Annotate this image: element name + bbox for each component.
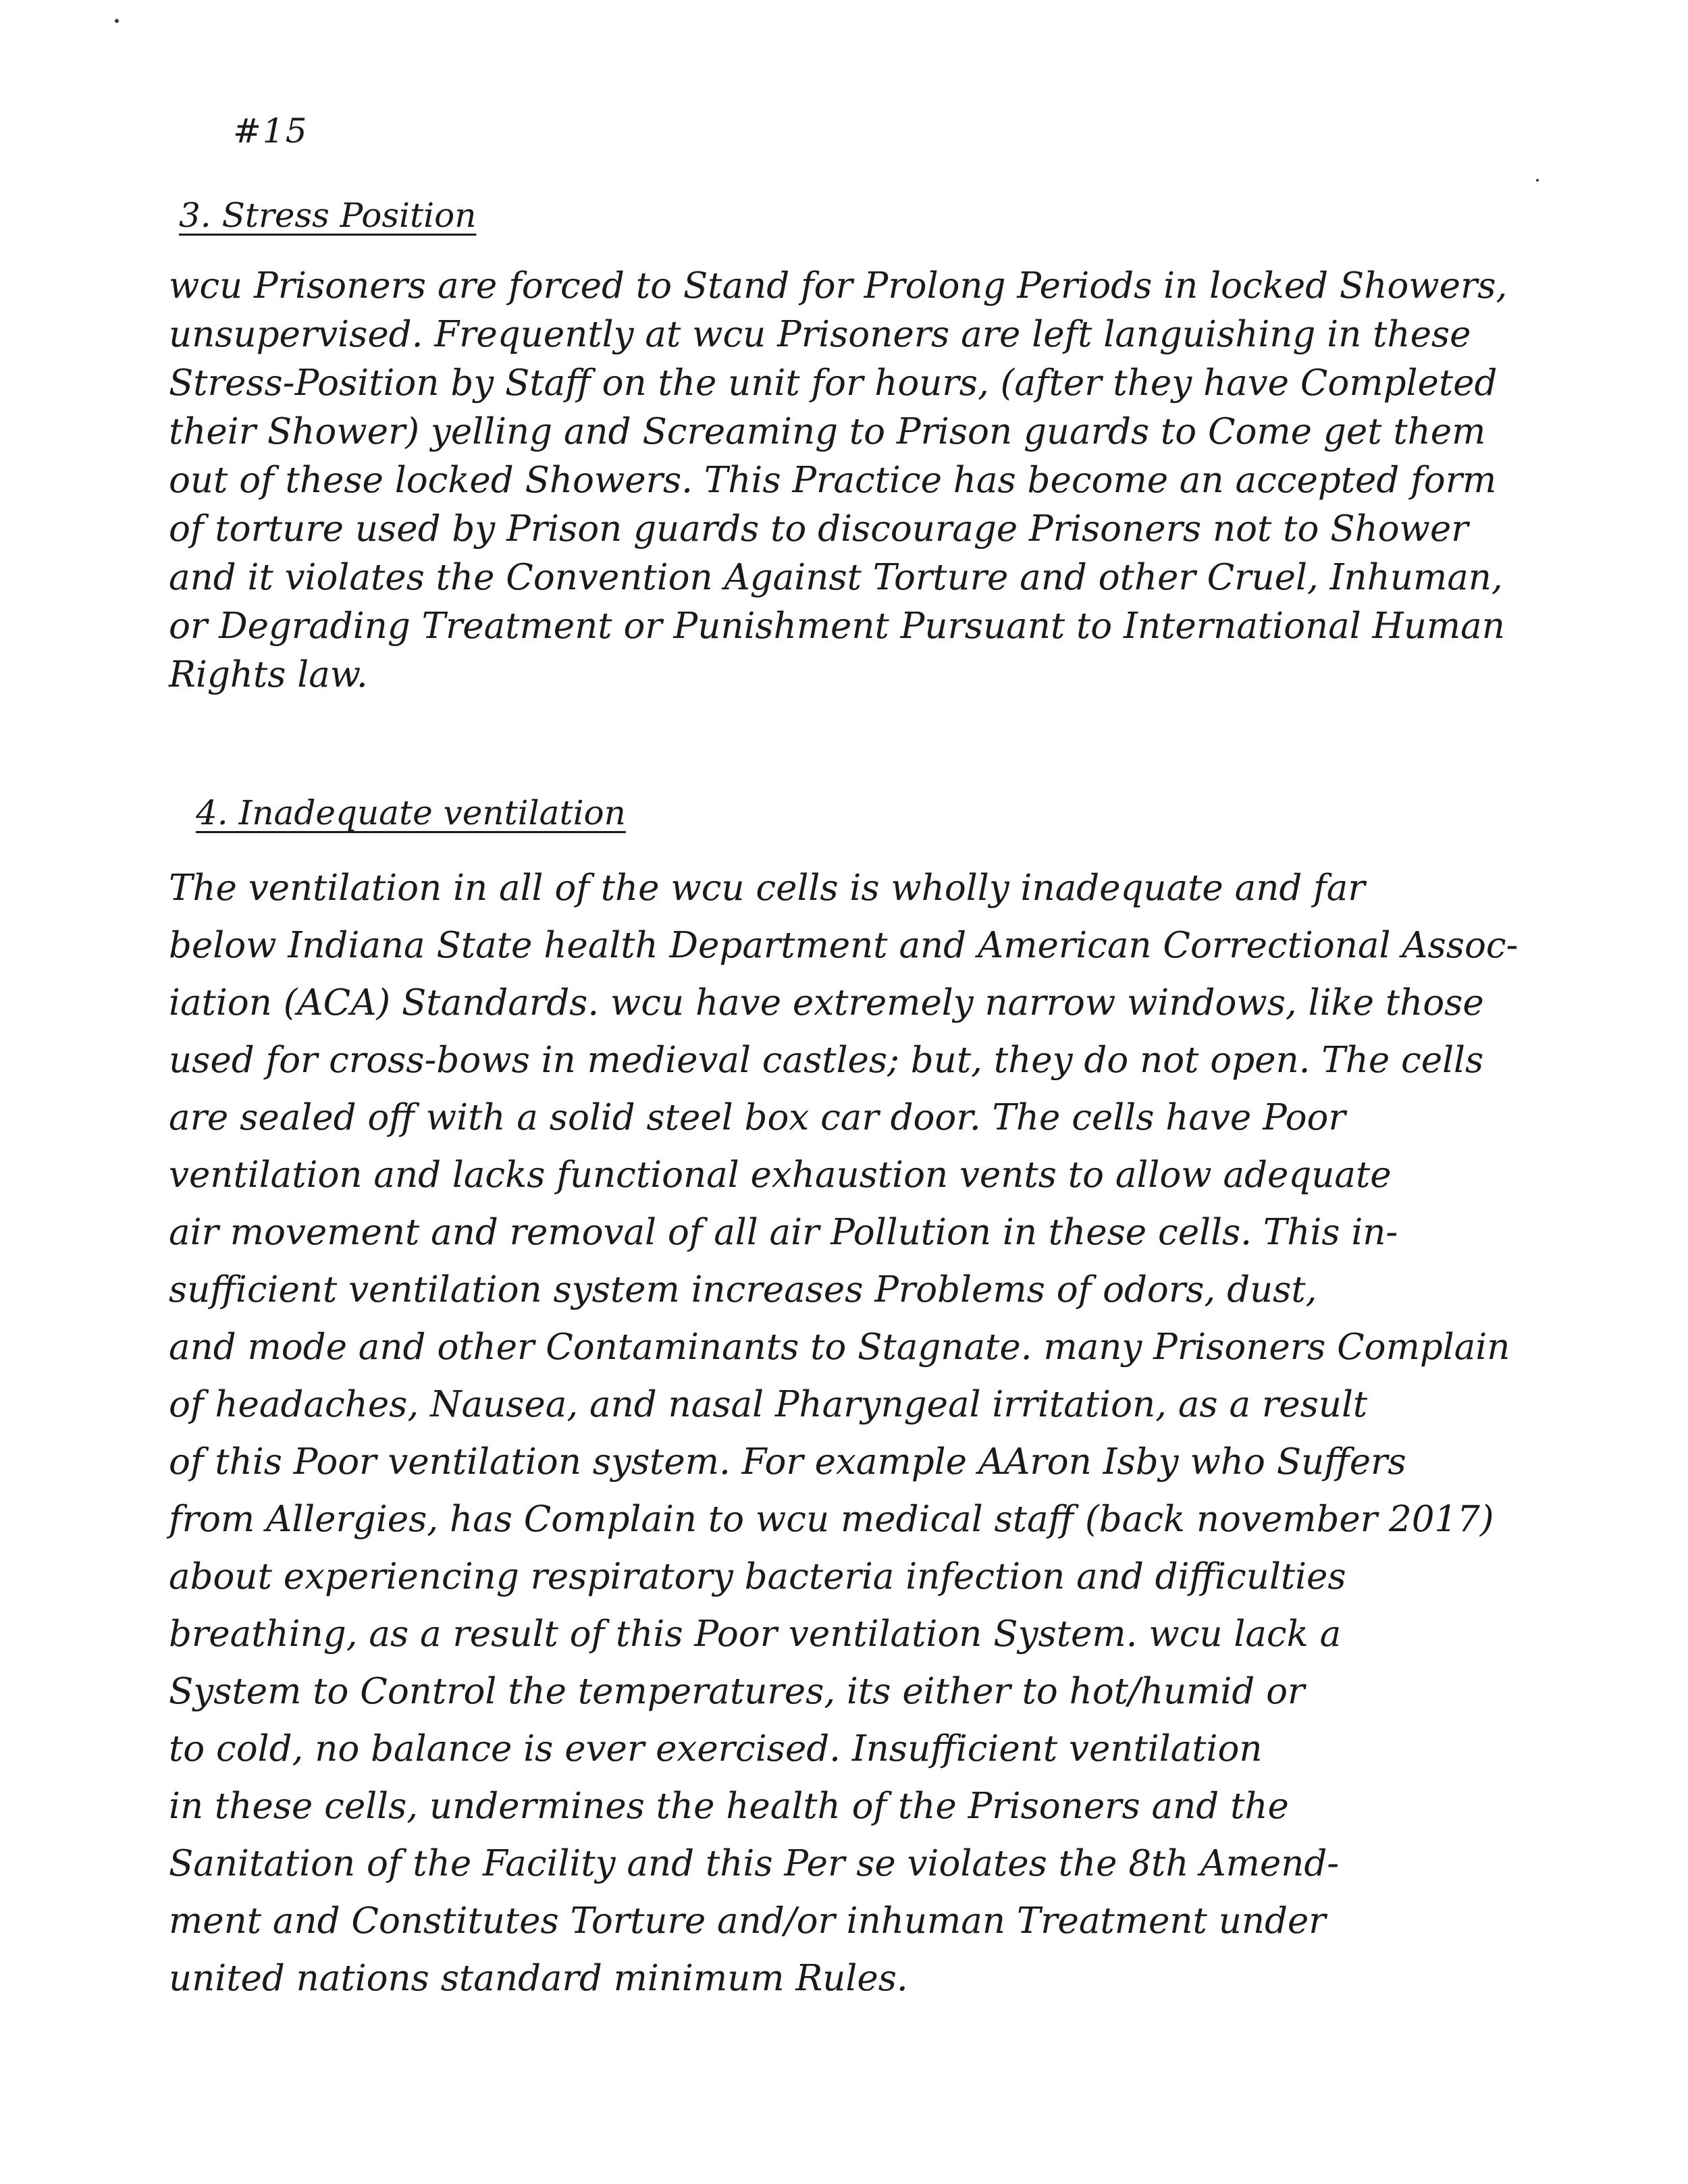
text-line: ment and Constitutes Torture and/or inhuman Treatment under <box>169 1900 1326 1942</box>
text-line: are sealed off with a solid steel box car door. The cells have Poor <box>169 1097 1346 1138</box>
text-line: Stress-Position by Staff on the unit for hours, (after they have Completed <box>169 363 1498 404</box>
text-line: breathing, as a result of this Poor ventilation System. wcu lack a <box>169 1614 1342 1655</box>
section-body <box>169 262 1607 699</box>
text-line: and mode and other Contaminants to Stagnate. many Prisoners Complain <box>169 1327 1510 1368</box>
text-line: The ventilation in all of the wcu cells is wholly inadequate and far <box>169 868 1365 909</box>
text-line: united nations standard minimum Rules. <box>169 1958 908 1999</box>
text-line: of this Poor ventilation system. For example AAron Isby who Suffers <box>169 1441 1406 1483</box>
text-line: to cold, no balance is ever exercised. Insufficient ventilation <box>169 1728 1263 1769</box>
text-line: Sanitation of the Facility and this Per se violates the 8th Amend- <box>169 1843 1340 1884</box>
text-line: wcu Prisoners are forced to Stand for Prolong Periods in locked Showers, <box>169 265 1508 307</box>
scan-speck <box>1536 179 1539 182</box>
text-line: their Shower) yelling and Screaming to Prison guards to Come get them <box>169 411 1486 452</box>
text-line: iation (ACA) Standards. wcu have extremely narrow windows, like those <box>169 982 1484 1023</box>
text-line: in these cells, undermines the health of the Prisoners and the <box>169 1786 1289 1827</box>
text-line: ventilation and lacks functional exhaustion vents to allow adequate <box>169 1154 1392 1196</box>
scan-speck <box>115 19 119 23</box>
text-line: from Allergies, has Complain to wcu medical staff (back november 2017) <box>169 1499 1494 1540</box>
section-heading: 4. Inadequate ventilation <box>196 793 626 832</box>
text-line: unsupervised. Frequently at wcu Prisoners are left languishing in these <box>169 314 1471 355</box>
text-line: or Degrading Treatment or Punishment Pursuant to International Human <box>169 606 1505 647</box>
section-stress-position <box>169 196 1607 699</box>
text-line: out of these locked Showers. This Practice has become an accepted form <box>169 460 1497 501</box>
section-inadequate-ventilation <box>169 793 1607 2007</box>
text-line: System to Control the temperatures, its either to hot/humid or <box>169 1671 1305 1712</box>
text-line: of headaches, Nausea, and nasal Pharyngeal irritation, as a result <box>169 1384 1368 1425</box>
text-line: of torture used by Prison guards to discourage Prisoners not to Shower <box>169 508 1469 550</box>
text-line: about experiencing respiratory bacteria infection and difficulties <box>169 1556 1346 1597</box>
text-line: and it violates the Convention Against Torture and other Cruel, Inhuman, <box>169 557 1503 598</box>
text-line: below Indiana State health Department and American Correctional Assoc- <box>169 925 1519 966</box>
section-body <box>169 859 1607 2007</box>
text-line: Rights law. <box>169 654 368 695</box>
page-number: #15 <box>233 111 309 151</box>
text-line: used for cross-bows in medieval castles; but, they do not open. The cells <box>169 1040 1484 1081</box>
section-heading: 3. Stress Position <box>179 196 477 235</box>
text-line: sufficient ventilation system increases Problems of odors, dust, <box>169 1269 1317 1310</box>
text-line: air movement and removal of all air Pollution in these cells. This in- <box>169 1212 1398 1253</box>
